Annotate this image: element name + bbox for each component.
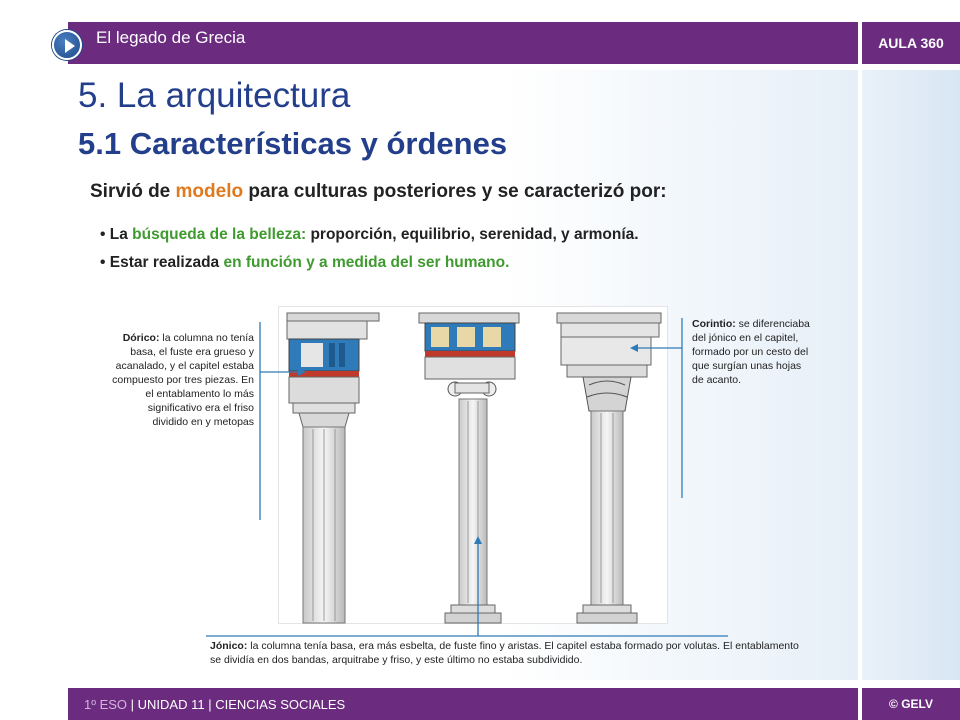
greek-orders-illustration: [278, 306, 668, 624]
bullet-list: [100, 226, 639, 282]
ionic-note: Jónico: la columna tenía basa, era más esbelta, de fuste fino y aristas. El capitel estaba formado por volutas. El entablamento se dividía en dos bandas, arquitrabe y friso, y este último no estaba subdividido.: [210, 640, 799, 666]
list-item: • La búsqueda de la belleza: proporción, equilibrio, serenidad, y armonía.: [100, 226, 639, 244]
doric-note: Dórico: la columna no tenía basa, el fuste era grueso y acanalado, y el capitel estaba compuesto por tres piezas. En el entablamento lo más significativo era el friso dividido en y metopas: [112, 332, 254, 428]
footer-text: [84, 697, 345, 712]
corinthian-note: Corintio: se diferenciaba del jónico en el capitel, formado por un cesto del que surgían unas hojas de acanto.: [692, 318, 810, 386]
columns-drawing: [279, 307, 669, 625]
corinthian-column: [557, 313, 661, 623]
brand-badge[interactable]: AULA 360: [862, 22, 960, 64]
ionic-column: [419, 313, 519, 623]
intro-highlight: modelo: [175, 181, 244, 202]
topic-title: El legado de Grecia: [96, 28, 246, 47]
list-item: • Estar realizada en función y a medida del ser humano.: [100, 254, 639, 272]
copyright-badge: © GELV: [862, 688, 960, 720]
intro-text: Sirvió de modelo para culturas posteriores y se caracterizó por:: [90, 181, 667, 202]
course-label: | UNIDAD 11 | CIENCIAS SOCIALES: [127, 697, 346, 712]
page-subtitle: 5.1 Características y órdenes: [78, 126, 508, 161]
play-button[interactable]: [52, 30, 82, 60]
side-panel: [862, 70, 960, 680]
doric-column: [287, 313, 379, 623]
grade-label: 1º ESO: [84, 697, 128, 712]
page-title: 5. La arquitectura: [78, 76, 351, 115]
